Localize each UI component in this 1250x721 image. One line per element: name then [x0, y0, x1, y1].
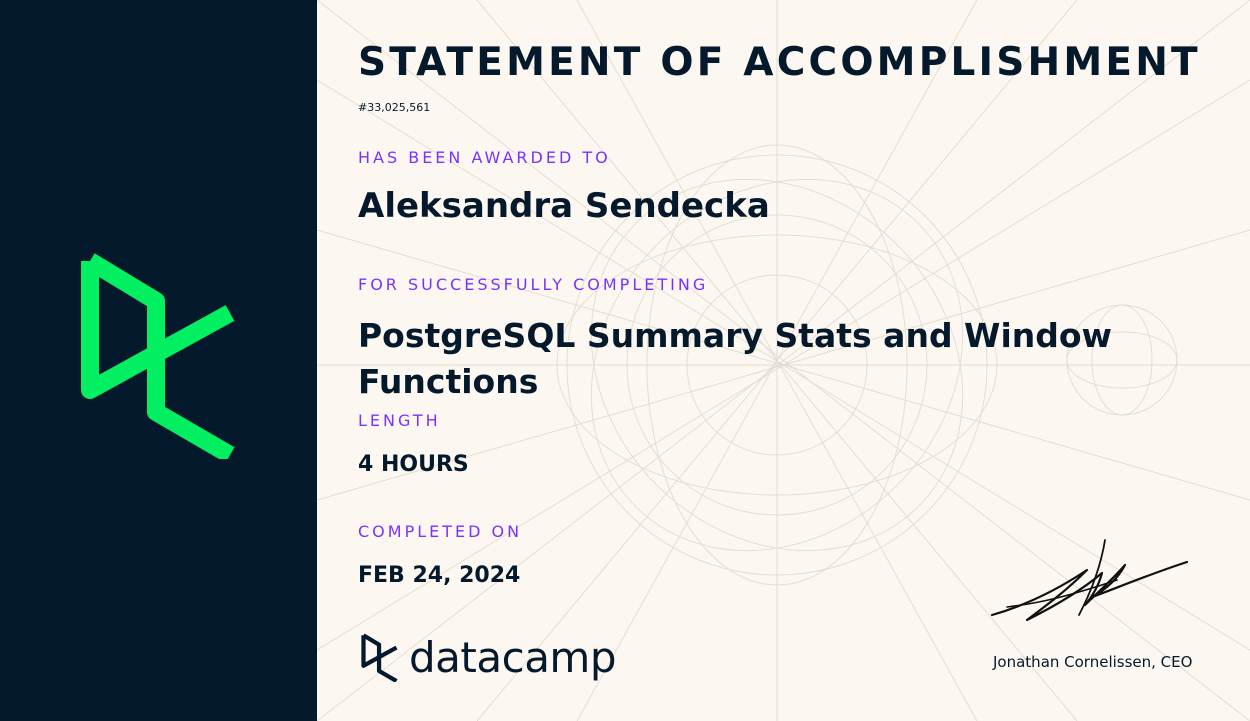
certificate-id: #33,025,561 [358, 101, 431, 114]
certificate-title: STATEMENT OF ACCOMPLISHMENT [358, 40, 1201, 85]
certificate-content [317, 0, 1250, 721]
datacamp-logo-icon [80, 247, 240, 459]
course-title: PostgreSQL Summary Stats and Window Functions [358, 316, 1113, 401]
awarded-label: HAS BEEN AWARDED TO [358, 148, 611, 167]
signature-image [987, 535, 1197, 635]
completing-label: FOR SUCCESSFULLY COMPLETING [358, 275, 709, 294]
datacamp-logo-icon [361, 632, 399, 682]
signer-name: Jonathan Cornelissen, CEO [993, 653, 1193, 671]
recipient-name: Aleksandra Sendecka [358, 186, 770, 226]
completed-date: FEB 24, 2024 [358, 563, 521, 588]
length-label: LENGTH [358, 411, 441, 430]
course-length: 4 HOURS [358, 452, 469, 477]
completed-label: COMPLETED ON [358, 522, 523, 541]
sidebar-panel [0, 0, 317, 721]
brand-logo [361, 632, 616, 682]
brand-name: datacamp [409, 632, 617, 682]
